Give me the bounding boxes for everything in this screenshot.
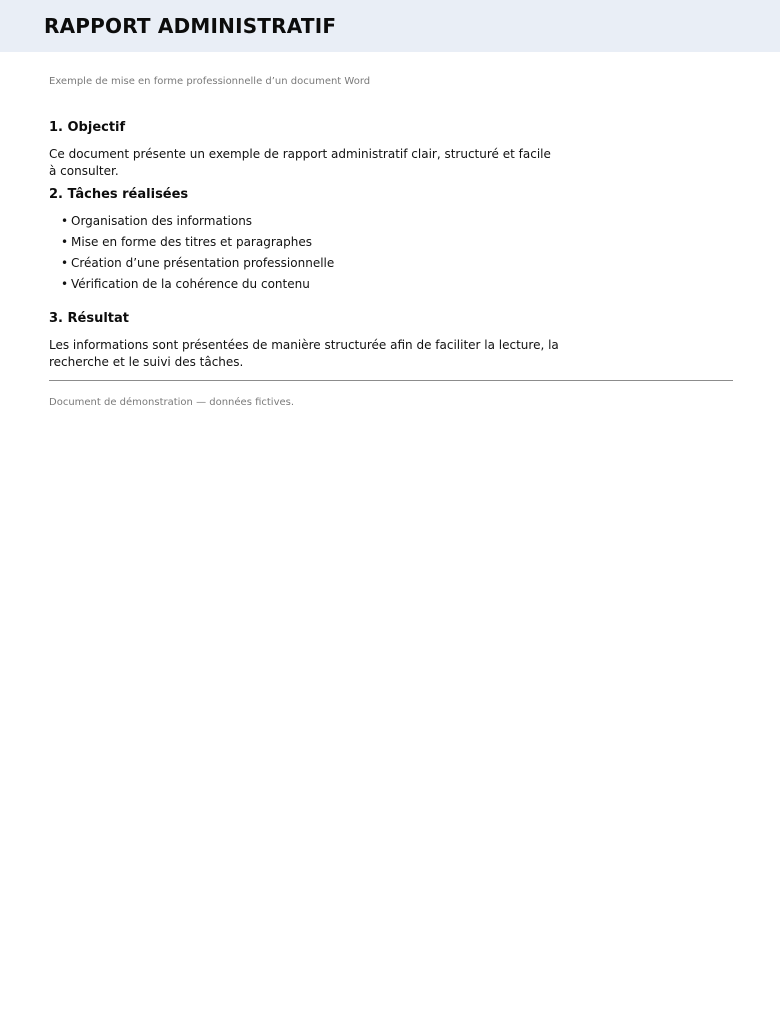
list-item-label: Création d’une présentation professionnelle [71,256,335,270]
section-heading-objectif: 1. Objectif [49,120,126,135]
section-text-objectif: Ce document présente un exemple de rapport administratif clair, structuré et facile à consulter. [49,147,551,178]
document-subtitle: Exemple de mise en forme professionnelle d’un document Word [49,76,371,87]
document-body [49,75,733,409]
bullet-icon: • [61,214,69,228]
list-item [61,234,733,250]
list-item-label: Vérification de la cohérence du contenu [71,277,310,291]
document-header [0,0,780,52]
task-list [49,213,733,292]
section-text-resultat: Les informations sont présentées de manière structurée afin de faciliter la lecture, la recherche et le suivi des tâches. [49,338,559,369]
section-heading-taches: 2. Tâches réalisées [49,187,189,202]
list-item-label: Mise en forme des titres et paragraphes [71,235,312,249]
document-title: RAPPORT ADMINISTRATIF [44,14,337,38]
bullet-icon: • [61,256,69,270]
footer-note: Document de démonstration — données fictives. [49,397,295,408]
bullet-icon: • [61,277,69,291]
section-heading-resultat: 3. Résultat [49,311,129,326]
list-item [61,213,733,229]
list-item [61,276,733,292]
list-item-label: Organisation des informations [71,214,253,228]
list-item [61,255,733,271]
bullet-icon: • [61,235,69,249]
